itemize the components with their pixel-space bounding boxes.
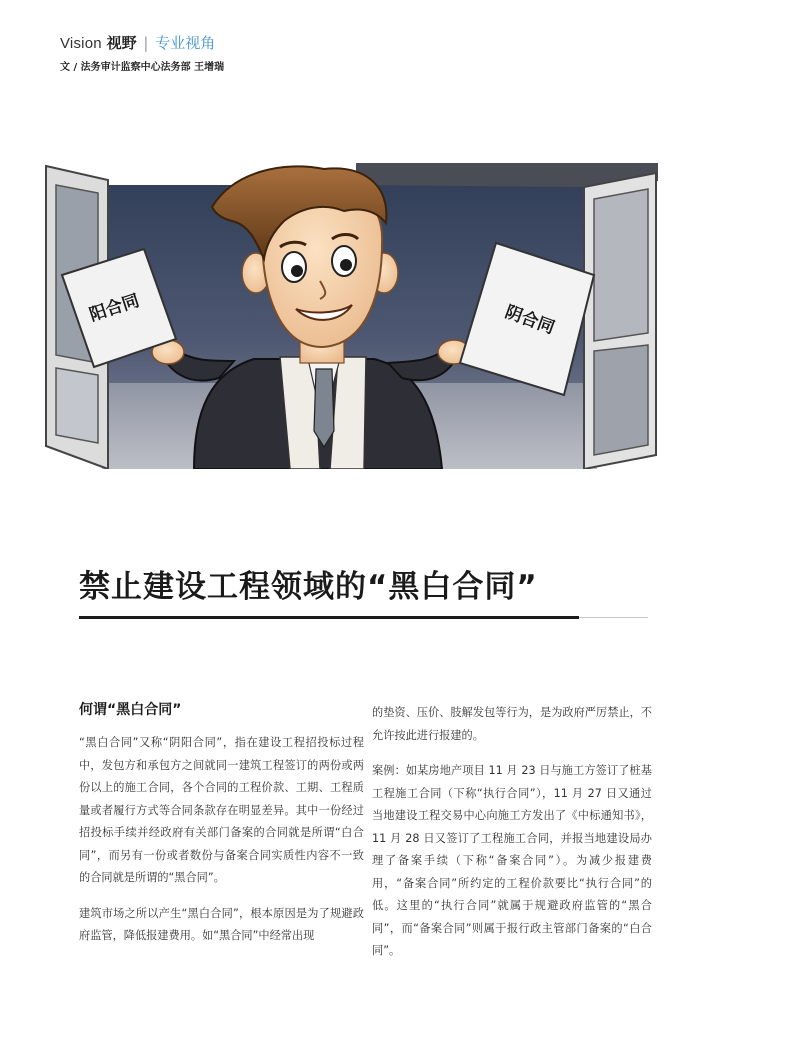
column-separator: | <box>143 34 149 52</box>
article-left-column <box>79 700 364 961</box>
column-heading <box>60 34 224 53</box>
paragraph: “黑白合同”又称“阴阳合同”，指在建设工程招投标过程中，发包方和承包方之间就同一建筑工程签订的两份或两份以上的施工合同，各个合同的工程价款、工期、工程质量或者履行方式等合同条款存在明显差异。其中一份经过招投标手续并经政府有关部门备案的合同就是所谓“白合同”，而另有一份或者数份与备案合同实质性内容不一致的合同就是所谓的“黑合同”。 <box>79 736 364 884</box>
article-right-column <box>372 702 652 976</box>
column-name: 视野 <box>106 34 137 52</box>
paragraph: 建筑市场之所以产生“黑白合同”，根本原因是为了规避政府监管，降低报建费用。如“黑合同”中经常出现 <box>79 906 364 942</box>
cartoon-illustration <box>44 163 658 469</box>
section-name: 专业视角 <box>155 34 216 52</box>
byline: 文 / 法务审计监察中心法务部 王增瑞 <box>60 62 225 73</box>
title-underline <box>79 616 579 619</box>
article-title: 禁止建设工程领域的“黑白合同” <box>79 569 538 605</box>
paragraph: 案例：如某房地产项目 11 月 23 日与施工方签订了桩基工程施工合同（下称“执行合同”），11 月 27 日又通过当地建设工程交易中心向施工方发出了《中标通知书》，11 月 28 日又签订了工程施工合同，并报当地建设局办理了备案手续（下称“备案合同”）。为减少报建费用，“备案合同”所约定的工程价款要比“执行合同”的低。这里的“执行合同”就属于规避政府监管的“黑合同”，而“备案合同”则属于报行政主管部门备案的“白合同”。 <box>372 764 652 957</box>
magazine-header <box>60 34 224 73</box>
title-underline-extension <box>579 617 648 618</box>
paragraph: 的垫资、压价、肢解发包等行为，是为政府严厉禁止，不允许按此进行报建的。 <box>372 706 652 742</box>
section-subheading: 何谓“黑白合同” <box>79 702 182 718</box>
right-paper-label: 阴合同 <box>502 302 558 339</box>
column-brand: Vision <box>60 35 102 52</box>
left-paper-label: 阳合同 <box>87 290 142 326</box>
